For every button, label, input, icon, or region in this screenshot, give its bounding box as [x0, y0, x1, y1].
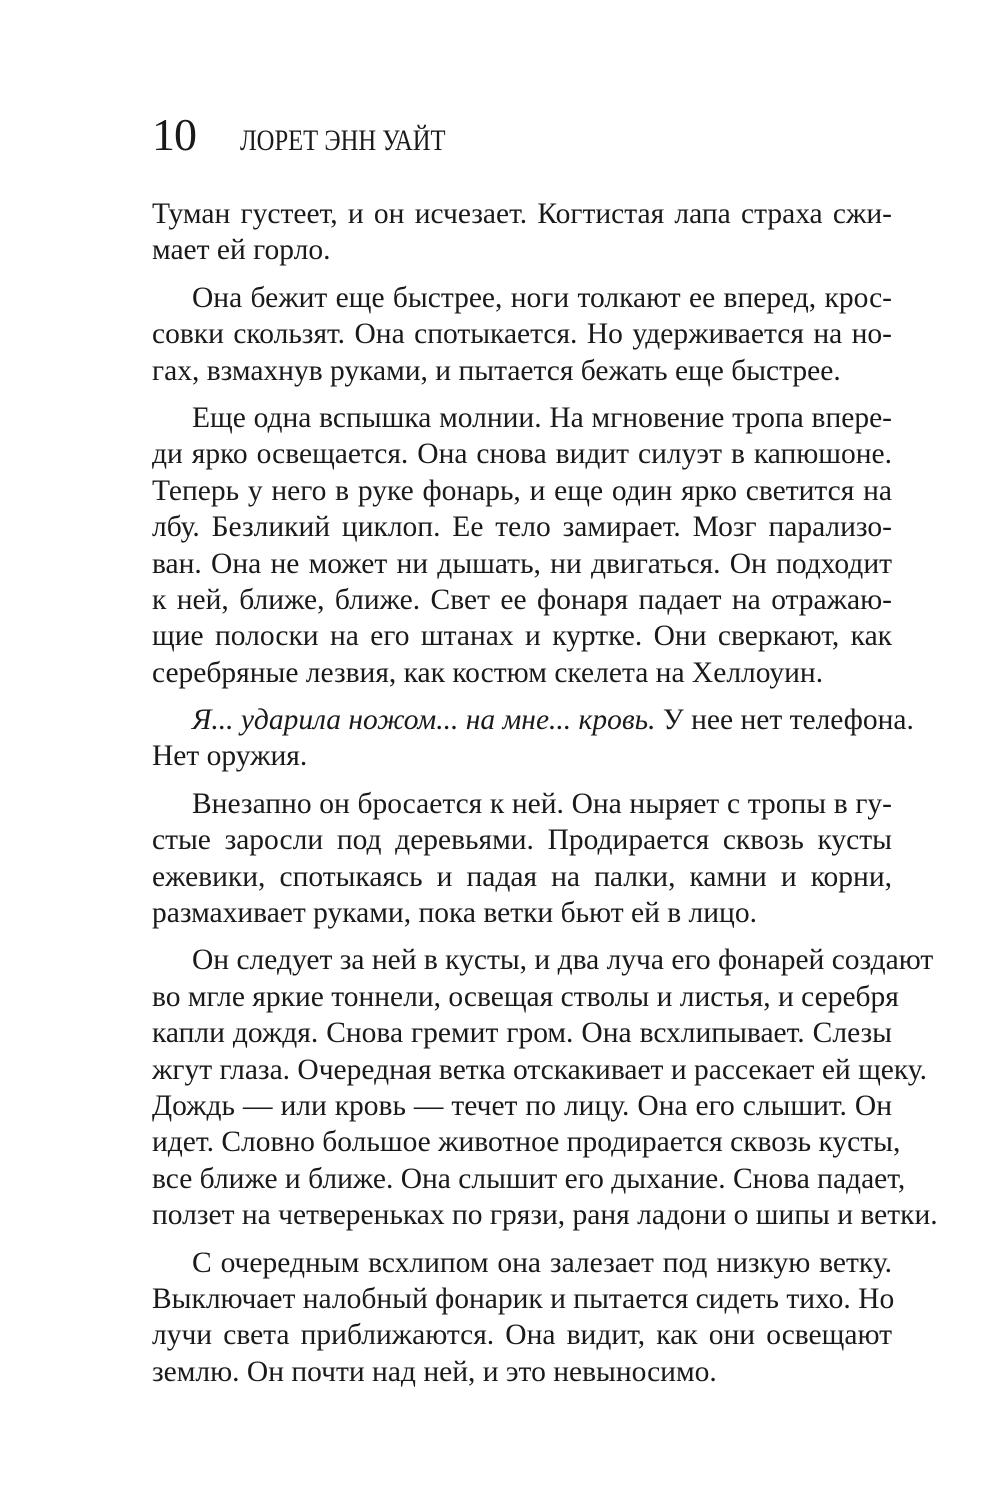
text-line: ди ярко освещается. Она снова видит силуэт в капюшоне.	[152, 438, 892, 471]
text-line: ван. Она не может ни дышать, ни двигаться. Он подходит	[152, 547, 892, 580]
text-line: Он следует за ней в кусты, и два луча его фонарей создают	[192, 944, 934, 977]
text-line: С очередным всхлипом она залезает под низкую ветку.	[192, 1246, 892, 1279]
running-title: ЛОРЕТ ЭНН УАЙТ	[240, 124, 446, 157]
text-line: Дождь — или кровь — течет по лицу. Она его слышит. Он	[152, 1089, 892, 1122]
text-line: мает ей горло.	[152, 234, 331, 267]
text-line: лучи света приближаются. Она видит, как они освещают	[152, 1319, 892, 1352]
text-line: все ближе и ближе. Она слышит его дыхание. Снова падает,	[152, 1162, 906, 1195]
text-line: идет. Словно большое животное продирается сквозь кусты,	[152, 1126, 901, 1159]
text-line: во мгле яркие тоннели, освещая стволы и листья, и серебря	[152, 980, 899, 1013]
text-line: жгут глаза. Очередная ветка отскакивает и рассекает ей щеку.	[152, 1053, 927, 1086]
text-line: Она бежит еще быстрее, ноги толкают ее вперед, крос-	[192, 281, 892, 314]
text-line: серебряные лезвия, как костюм скелета на Хеллоуин.	[152, 656, 824, 689]
text-line	[152, 702, 914, 738]
text-line: Туман густеет, и он исчезает. Когтистая лапа страха сжи-	[152, 198, 892, 230]
text-line: Выключает налобный фонарик и пытается сидеть тихо. Но	[152, 1282, 895, 1315]
text-line: Внезапно он бросается к ней. Она ныряет с тропы в гу-	[192, 787, 892, 820]
paragraph	[152, 702, 914, 775]
paragraph	[152, 280, 892, 389]
page-number: 10	[152, 109, 196, 160]
paragraph	[152, 942, 938, 1233]
text-line: стые заросли под деревьями. Продирается сквозь кусты	[152, 824, 892, 857]
text-line: к ней, ближе, ближе. Свет ее фонаря падает на отражаю-	[152, 583, 892, 616]
page-header	[152, 109, 491, 172]
paragraph	[152, 786, 892, 932]
paragraph	[152, 1245, 895, 1391]
text-line: ползет на четвереньках по грязи, раня ладони о шипы и ветки.	[152, 1199, 938, 1232]
text-line: Нет оружия.	[152, 740, 308, 773]
text-line: гах, взмахнув руками, и пытается бежать еще быстрее.	[152, 354, 841, 387]
body-text	[152, 196, 938, 1401]
text-line: капли дождя. Снова гремит гром. Она всхлипывает. Слезы	[152, 1017, 892, 1050]
text-line: лбу. Безликий циклоп. Ее тело замирает. Мозг парализо-	[152, 511, 892, 544]
text-line: Теперь у него в руке фонарь, и еще один ярко светится на	[152, 474, 892, 507]
text-line: Еще одна вспышка молнии. На мгновение тропа впере-	[192, 401, 892, 434]
paragraph	[152, 196, 892, 269]
text-line: землю. Он почти над ней, и это невыносимо.	[152, 1355, 717, 1388]
text-line: щие полоски на его штанах и куртке. Они сверкают, как	[152, 620, 892, 653]
italic-quote: Я... ударила ножом... на мне... кровь.	[192, 704, 656, 737]
text-line: совки скользят. Она спотыкается. Но удерживается на но-	[152, 318, 892, 351]
text-fragment: У нее нет телефона.	[655, 704, 914, 737]
paragraph	[152, 400, 892, 691]
text-line: ежевики, спотыкаясь и падая на палки, камни и корни,	[152, 860, 892, 893]
text-line: размахивает руками, пока ветки бьют ей в лицо.	[152, 897, 757, 930]
